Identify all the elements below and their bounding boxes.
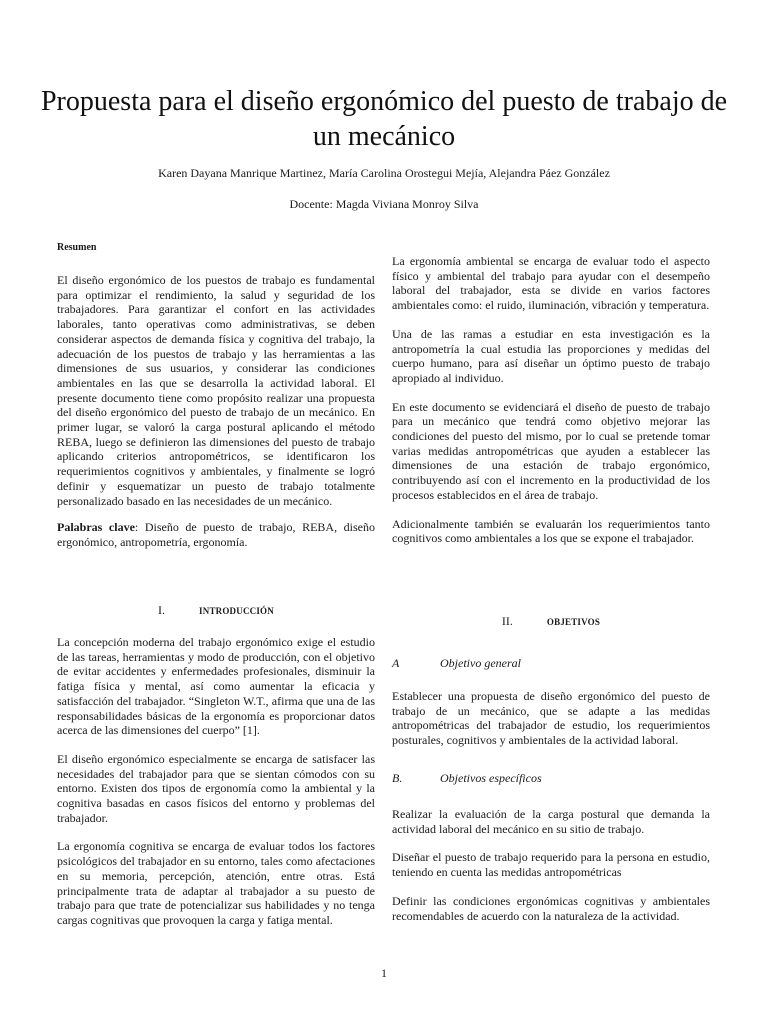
specific-objective-item: Definir las condiciones ergonómicas cognitivas y ambientales recomendables de acuerdo con la naturaleza de la actividad. [392,893,710,923]
section-heading-introduccion [57,603,375,618]
keywords-text: : Diseño de puesto de trabajo, REBA, diseño ergonómico, antropometría, ergonomía. [57,520,375,549]
paper-title: Propuesta para el diseño ergonómico del puesto de trabajo de un mecánico [40,86,728,152]
intro-paragraph: Adicionalmente también se evaluarán los requerimientos tanto cognitivos como ambientales a los que se expone el trabajador. [392,516,710,546]
specific-objectives-block [392,807,710,923]
abstract-heading: Resumen [57,242,97,253]
section-number: I. [158,603,166,617]
author-list: Karen Dayana Manrique Martinez, María Carolina Orostegui Mejía, Alejandra Páez González [158,166,610,180]
section-heading-objetivos [392,614,710,629]
section-title: OBJETIVOS [546,617,601,627]
section-number: II. [501,614,513,628]
subsection-heading-especificos [392,771,542,786]
subsection-letter: B. [392,771,403,785]
introduction-block [57,635,375,928]
abstract-text: El diseño ergonómico de los puestos de trabajo es fundamental para optimizar el rendimiento, la salud y seguridad de los trabajadores. Para garantizar el confort en las actividades laborales, tanto operativas como administrativas, se deben considerar aspectos de demanda física y cognitiva del trabajo, la adecuación de los puestos de trabajo y las herramientas a las dimensiones de sus usuarios, y considerar las condiciones ambientales en las que se desarrolla la actividad laboral. El presente documento tiene como propósito realizar una propuesta del diseño ergonómico del puesto de trabajo de un mecánico. En primer lugar, se valoró la carga postural aplicando el método REBA, luego se definieron las dimensiones del puesto de trabajo aplicando criterios antropométricos, se identificaron los requerimientos cognitivos y ambientales, y finalmente se logró definir y esquematizar un puesto de trabajo totalmente personalizado basado en las necesidades de un mecánico. [57,273,375,508]
general-objective-block [392,689,710,748]
intro-paragraph: En este documento se evidenciará el diseño de puesto de trabajo para un mecánico que tendrá como objetivo mejorar las condiciones del puesto del mismo, por lo cual se pretende tomar varias medidas antropométricas que ayuden a establecer las dimensiones de una estación de trabajo ergonómico, contribuyendo así con el incremento en la productividad de los procesos establecidos en el área de trabajo. [392,399,710,502]
general-objective-text: Establecer una propuesta de diseño ergonómico del puesto de trabajo de un mecánico, que se adapte a las medidas antropométricas del trabajador de estudio, los requerimientos posturales, cognitivos y ambientales de la actividad laboral. [392,689,710,748]
subsection-title: Objetivos específicos [440,771,542,785]
intro-paragraph: La concepción moderna del trabajo ergonómico exige el estudio de las tareas, herramientas y modo de producción, con el objetivo de evitar accidentes y enfermedades profesionales, disminuir la fatiga física y mental, así como aumentar la eficacia y satisfacción del trabajador. “Singleton W.T., afirma que una de las responsabilidades básicas de la ergonomía es proporcionar datos acerca de las dimensiones del cuerpo” [1]. [57,635,375,738]
section-title: INTRODUCCIÓN [199,606,274,616]
intro-paragraph: El diseño ergonómico especialmente se encarga de satisfacer las necesidades del trabajador para que se sientan cómodos con su entorno. Existen dos tipos de ergonomía como la ambiental y la cognitiva basadas en casos físicos del entorno y problemas del trabajador. [57,751,375,825]
subsection-title: Objetivo general [440,656,521,670]
specific-objective-item: Realizar la evaluación de la carga postural que demanda la actividad laboral del mecánico en su sitio de trabajo. [392,807,710,836]
intro-paragraph: La ergonomía ambiental se encarga de evaluar todo el aspecto físico y ambiental del trabajo para ayudar con el desempeño laboral del trabajador, esta se divide en varios factores ambientales como: el ruido, iluminación, vibración y temperatura. [392,254,710,313]
right-intro-block [392,254,710,546]
keywords-label: Palabras clave [57,520,135,535]
abstract-block [57,273,375,550]
page-number: 1 [381,966,387,980]
keywords-paragraph [57,520,375,549]
specific-objective-item: Diseñar el puesto de trabajo requerido para la persona en estudio, teniendo en cuenta las medidas antropométricas [392,850,710,880]
intro-paragraph: La ergonomía cognitiva se encarga de evaluar todos los factores psicológicos del trabajador en su entorno, tales como afectaciones en su memoria, percepción, atención, entre otras. Está principalmente trata de adaptar al trabajador a su puesto de trabajo para que trate de potencializar sus habilidades y no tenga cargas cognitivas que provoquen la carga y fatiga mental. [57,839,375,927]
subsection-heading-general [392,656,521,671]
advisor-line: Docente: Magda Viviana Monroy Silva [289,197,479,211]
intro-paragraph: Una de las ramas a estudiar en esta investigación es la antropometría la cual estudia las proporciones y medidas del cuerpo humano, para así diseñar un óptimo puesto de trabajo apropiado al individuo. [392,326,710,385]
subsection-letter: A [392,656,400,670]
